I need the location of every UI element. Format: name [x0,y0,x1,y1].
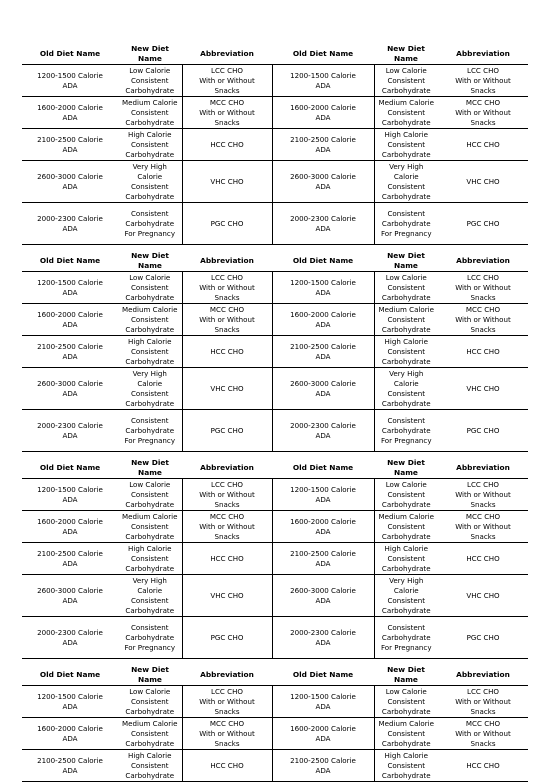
new-diet-name-cell: Low Calorie Consistent Carbohydrate [118,272,182,304]
abbreviation-cell: PGC CHO [182,617,272,659]
abbreviation-cell: LCC CHO With or Without Snacks [182,479,272,511]
abbreviation-cell: VHC CHO [438,368,528,410]
column-header: Abbreviation [438,250,528,272]
column-header: Old Diet Name [272,43,374,65]
new-diet-name-cell: Medium Calorie Consistent Carbohydrate [118,718,182,750]
new-diet-name-cell: High Calorie Consistent Carbohydrate [374,336,438,368]
column-header: Old Diet Name [22,457,118,479]
new-diet-name-cell: Consistent Carbohydrate For Pregnancy [374,617,438,659]
abbreviation-cell: MCC CHO With or Without Snacks [182,511,272,543]
abbreviation-cell: VHC CHO [182,368,272,410]
abbreviation-cell: LCC CHO With or Without Snacks [438,479,528,511]
old-diet-name-cell: 1600-2000 Calorie ADA [272,304,374,336]
new-diet-name-cell: Low Calorie Consistent Carbohydrate [118,479,182,511]
column-header: Abbreviation [182,250,272,272]
new-diet-name-cell: Medium Calorie Consistent Carbohydrate [118,511,182,543]
abbreviation-cell: HCC CHO [182,750,272,782]
old-diet-name-cell: 2600-3000 Calorie ADA [272,161,374,203]
table-row [22,543,528,575]
new-diet-name-cell: High Calorie Consistent Carbohydrate [118,129,182,161]
new-diet-name-cell: Very High Calorie Consistent Carbohydrate [118,161,182,203]
old-diet-name-cell: 1200-1500 Calorie ADA [22,479,118,511]
column-header: Abbreviation [182,43,272,65]
new-diet-name-cell: Low Calorie Consistent Carbohydrate [374,479,438,511]
old-diet-name-cell: 2000-2300 Calorie ADA [272,410,374,452]
old-diet-name-cell: 1600-2000 Calorie ADA [272,511,374,543]
new-diet-name-cell: Medium Calorie Consistent Carbohydrate [374,304,438,336]
abbreviation-cell: HCC CHO [182,543,272,575]
old-diet-name-cell: 2600-3000 Calorie ADA [272,575,374,617]
new-diet-name-cell: Medium Calorie Consistent Carbohydrate [374,97,438,129]
abbreviation-cell: MCC CHO With or Without Snacks [438,718,528,750]
abbreviation-cell: MCC CHO With or Without Snacks [438,511,528,543]
abbreviation-cell: VHC CHO [438,161,528,203]
new-diet-name-cell: Low Calorie Consistent Carbohydrate [374,272,438,304]
new-diet-name-cell: Low Calorie Consistent Carbohydrate [118,65,182,97]
table-row [22,336,528,368]
old-diet-name-cell: 2600-3000 Calorie ADA [22,368,118,410]
abbreviation-cell: MCC CHO With or Without Snacks [438,97,528,129]
column-header: Abbreviation [438,457,528,479]
old-diet-name-cell: 2100-2500 Calorie ADA [272,543,374,575]
abbreviation-cell: PGC CHO [182,203,272,245]
column-header: New Diet Name [118,457,182,479]
column-header: Old Diet Name [272,457,374,479]
abbreviation-cell: HCC CHO [438,750,528,782]
column-header: Old Diet Name [22,250,118,272]
column-header: Abbreviation [438,664,528,686]
table-row [22,479,528,511]
column-header: Abbreviation [182,457,272,479]
table-row [22,129,528,161]
abbreviation-cell: HCC CHO [438,129,528,161]
new-diet-name-cell: Consistent Carbohydrate For Pregnancy [374,410,438,452]
table-row [22,511,528,543]
new-diet-name-cell: High Calorie Consistent Carbohydrate [374,129,438,161]
abbreviation-cell: VHC CHO [438,575,528,617]
column-header: Old Diet Name [22,43,118,65]
old-diet-name-cell: 1200-1500 Calorie ADA [272,272,374,304]
old-diet-name-cell: 1600-2000 Calorie ADA [272,97,374,129]
new-diet-name-cell: High Calorie Consistent Carbohydrate [118,543,182,575]
new-diet-name-cell: Consistent Carbohydrate For Pregnancy [118,617,182,659]
abbreviation-cell: LCC CHO With or Without Snacks [182,65,272,97]
new-diet-name-cell: Low Calorie Consistent Carbohydrate [374,686,438,718]
old-diet-name-cell: 2000-2300 Calorie ADA [22,203,118,245]
new-diet-name-cell: Consistent Carbohydrate For Pregnancy [118,203,182,245]
column-header: New Diet Name [374,457,438,479]
old-diet-name-cell: 1200-1500 Calorie ADA [272,479,374,511]
column-header: Old Diet Name [22,664,118,686]
table-row [22,304,528,336]
table-row [22,97,528,129]
abbreviation-cell: MCC CHO With or Without Snacks [182,718,272,750]
header-row [22,43,528,65]
old-diet-name-cell: 1600-2000 Calorie ADA [272,718,374,750]
header-row [22,250,528,272]
table-row [22,686,528,718]
abbreviation-cell: PGC CHO [438,203,528,245]
old-diet-name-cell: 2100-2500 Calorie ADA [22,543,118,575]
column-header: Old Diet Name [272,250,374,272]
new-diet-name-cell: Very High Calorie Consistent Carbohydrate [374,368,438,410]
new-diet-name-cell: Consistent Carbohydrate For Pregnancy [374,203,438,245]
old-diet-name-cell: 1600-2000 Calorie ADA [22,718,118,750]
abbreviation-cell: VHC CHO [182,575,272,617]
old-diet-name-cell: 2600-3000 Calorie ADA [22,575,118,617]
abbreviation-cell: LCC CHO With or Without Snacks [182,272,272,304]
new-diet-name-cell: Medium Calorie Consistent Carbohydrate [118,304,182,336]
new-diet-name-cell: Low Calorie Consistent Carbohydrate [374,65,438,97]
column-header: New Diet Name [118,43,182,65]
new-diet-name-cell: Very High Calorie Consistent Carbohydrate [374,161,438,203]
abbreviation-cell: MCC CHO With or Without Snacks [182,97,272,129]
column-header: New Diet Name [374,664,438,686]
old-diet-name-cell: 1600-2000 Calorie ADA [22,304,118,336]
table-row [22,272,528,304]
old-diet-name-cell: 1600-2000 Calorie ADA [22,97,118,129]
old-diet-name-cell: 1200-1500 Calorie ADA [272,686,374,718]
header-row [22,457,528,479]
new-diet-name-cell: Medium Calorie Consistent Carbohydrate [118,97,182,129]
new-diet-name-cell: Low Calorie Consistent Carbohydrate [118,686,182,718]
column-header: New Diet Name [118,664,182,686]
abbreviation-cell: PGC CHO [438,617,528,659]
table-row [22,203,528,245]
old-diet-name-cell: 1600-2000 Calorie ADA [22,511,118,543]
old-diet-name-cell: 1200-1500 Calorie ADA [272,65,374,97]
table-row [22,617,528,659]
abbreviation-cell: MCC CHO With or Without Snacks [438,304,528,336]
table-row [22,161,528,203]
old-diet-name-cell: 1200-1500 Calorie ADA [22,272,118,304]
table-row [22,575,528,617]
column-header: Abbreviation [182,664,272,686]
abbreviation-cell: PGC CHO [438,410,528,452]
new-diet-name-cell: Very High Calorie Consistent Carbohydrate [118,575,182,617]
new-diet-name-cell: High Calorie Consistent Carbohydrate [118,336,182,368]
old-diet-name-cell: 2100-2500 Calorie ADA [272,750,374,782]
abbreviation-cell: LCC CHO With or Without Snacks [438,686,528,718]
abbreviation-cell: PGC CHO [182,410,272,452]
old-diet-name-cell: 2600-3000 Calorie ADA [272,368,374,410]
new-diet-name-cell: Medium Calorie Consistent Carbohydrate [374,718,438,750]
old-diet-name-cell: 1200-1500 Calorie ADA [22,65,118,97]
column-header: Old Diet Name [272,664,374,686]
column-header: New Diet Name [118,250,182,272]
old-diet-name-cell: 2100-2500 Calorie ADA [272,129,374,161]
column-header: Abbreviation [438,43,528,65]
new-diet-name-cell: High Calorie Consistent Carbohydrate [374,543,438,575]
old-diet-name-cell: 2100-2500 Calorie ADA [22,336,118,368]
diet-name-table [22,43,528,782]
old-diet-name-cell: 2000-2300 Calorie ADA [22,410,118,452]
table-row [22,368,528,410]
abbreviation-cell: HCC CHO [438,336,528,368]
column-header: New Diet Name [374,250,438,272]
new-diet-name-cell: Very High Calorie Consistent Carbohydrate [374,575,438,617]
abbreviation-cell: LCC CHO With or Without Snacks [182,686,272,718]
old-diet-name-cell: 2000-2300 Calorie ADA [272,203,374,245]
abbreviation-cell: HCC CHO [438,543,528,575]
table-row [22,718,528,750]
old-diet-name-cell: 2100-2500 Calorie ADA [22,750,118,782]
new-diet-name-cell: High Calorie Consistent Carbohydrate [118,750,182,782]
abbreviation-cell: LCC CHO With or Without Snacks [438,272,528,304]
new-diet-name-cell: Consistent Carbohydrate For Pregnancy [118,410,182,452]
diet-conversion-sheet [22,43,528,782]
abbreviation-cell: VHC CHO [182,161,272,203]
old-diet-name-cell: 2100-2500 Calorie ADA [272,336,374,368]
table-row [22,65,528,97]
old-diet-name-cell: 2000-2300 Calorie ADA [272,617,374,659]
header-row [22,664,528,686]
old-diet-name-cell: 2100-2500 Calorie ADA [22,129,118,161]
abbreviation-cell: HCC CHO [182,336,272,368]
new-diet-name-cell: High Calorie Consistent Carbohydrate [374,750,438,782]
old-diet-name-cell: 2000-2300 Calorie ADA [22,617,118,659]
new-diet-name-cell: Very High Calorie Consistent Carbohydrate [118,368,182,410]
old-diet-name-cell: 1200-1500 Calorie ADA [22,686,118,718]
abbreviation-cell: HCC CHO [182,129,272,161]
column-header: New Diet Name [374,43,438,65]
old-diet-name-cell: 2600-3000 Calorie ADA [22,161,118,203]
table-row [22,410,528,452]
abbreviation-cell: MCC CHO With or Without Snacks [182,304,272,336]
abbreviation-cell: LCC CHO With or Without Snacks [438,65,528,97]
new-diet-name-cell: Medium Calorie Consistent Carbohydrate [374,511,438,543]
